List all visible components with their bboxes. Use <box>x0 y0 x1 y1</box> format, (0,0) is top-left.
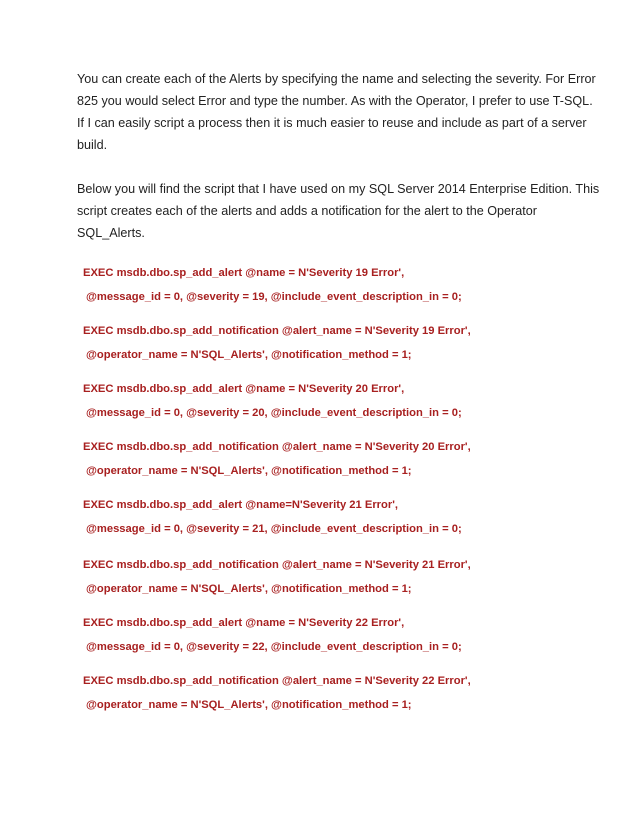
intro-paragraph <box>77 68 596 156</box>
code-block-add-alert-19 <box>83 261 603 309</box>
code-line: @message_id = 0, @severity = 20, @include_event_description_in = 0; <box>86 407 462 419</box>
code-line: EXEC msdb.dbo.sp_add_alert @name=N'Severity 21 Error', <box>83 499 398 511</box>
script-intro-paragraph <box>77 178 600 244</box>
code-line: @operator_name = N'SQL_Alerts', @notification_method = 1; <box>86 465 412 477</box>
paragraph-line: You can create each of the Alerts by specifying the name and selecting the severity. For Error <box>77 72 596 86</box>
code-line: @message_id = 0, @severity = 19, @include_event_description_in = 0; <box>86 291 462 303</box>
code-line: @message_id = 0, @severity = 22, @include_event_description_in = 0; <box>86 641 462 653</box>
paragraph-line: If I can easily script a process then it is much easier to reuse and include as part of a server <box>77 116 587 130</box>
code-line: EXEC msdb.dbo.sp_add_notification @alert_name = N'Severity 20 Error', <box>83 441 471 453</box>
code-block-add-alert-22 <box>83 611 603 659</box>
code-line: @message_id = 0, @severity = 21, @include_event_description_in = 0; <box>86 523 462 535</box>
code-block-add-notification-22 <box>83 669 603 717</box>
code-block-add-alert-21 <box>83 493 603 541</box>
code-block-add-notification-20 <box>83 435 603 483</box>
code-line: EXEC msdb.dbo.sp_add_alert @name = N'Severity 20 Error', <box>83 383 405 395</box>
code-line: EXEC msdb.dbo.sp_add_notification @alert_name = N'Severity 22 Error', <box>83 675 471 687</box>
paragraph-line: build. <box>77 138 108 152</box>
code-block-add-alert-20 <box>83 377 603 425</box>
paragraph-line: Below you will find the script that I have used on my SQL Server 2014 Enterprise Edition. This <box>77 182 600 196</box>
paragraph-line: 825 you would select Error and type the number. As with the Operator, I prefer to use T-SQL. <box>77 94 593 108</box>
code-line: EXEC msdb.dbo.sp_add_alert @name = N'Severity 19 Error', <box>83 267 405 279</box>
code-block-add-notification-21 <box>83 553 603 601</box>
code-line: EXEC msdb.dbo.sp_add_alert @name = N'Severity 22 Error', <box>83 617 405 629</box>
paragraph-line: script creates each of the alerts and adds a notification for the alert to the Operator <box>77 204 537 218</box>
code-block-add-notification-19 <box>83 319 603 367</box>
code-line: @operator_name = N'SQL_Alerts', @notification_method = 1; <box>86 583 412 595</box>
code-line: EXEC msdb.dbo.sp_add_notification @alert_name = N'Severity 21 Error', <box>83 559 471 571</box>
code-line: @operator_name = N'SQL_Alerts', @notification_method = 1; <box>86 349 412 361</box>
paragraph-line: SQL_Alerts. <box>77 226 145 240</box>
code-line: @operator_name = N'SQL_Alerts', @notification_method = 1; <box>86 699 412 711</box>
code-line: EXEC msdb.dbo.sp_add_notification @alert_name = N'Severity 19 Error', <box>83 325 471 337</box>
